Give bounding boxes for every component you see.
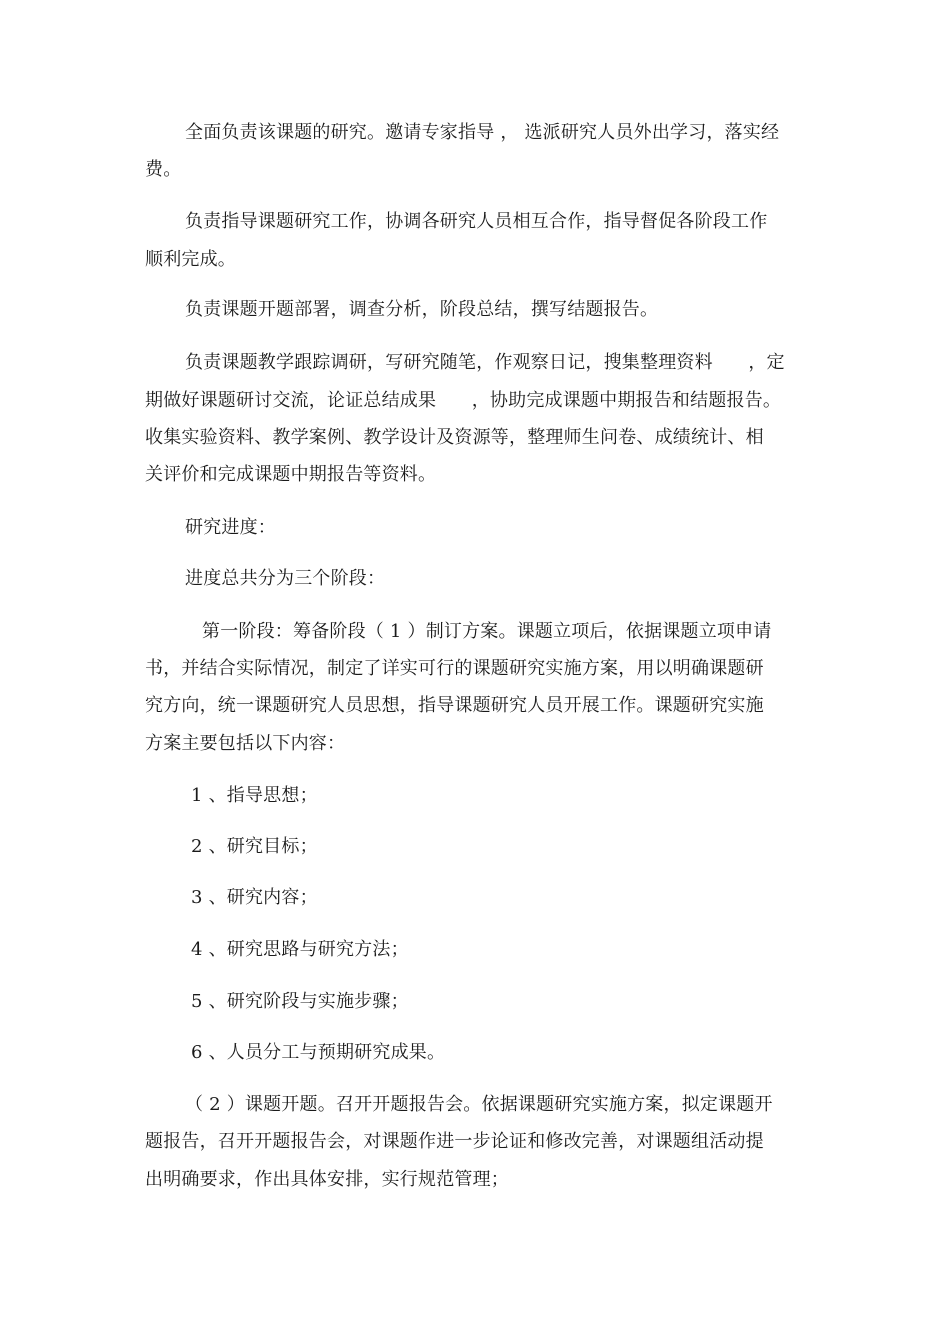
paragraph-line: 进度总共分为三个阶段： bbox=[185, 568, 386, 589]
paragraph-line: 负责课题教学跟踪调研，写研究随笔，作观察日记，搜集整理资料 ，定 bbox=[185, 352, 785, 373]
paragraph-line: 费。 bbox=[145, 159, 182, 180]
paragraph-line: 负责指导课题研究工作，协调各研究人员相互合作，指导督促各阶段工作 bbox=[185, 211, 768, 232]
paragraph-line: 书，并结合实际情况，制定了详实可行的课题研究实施方案，用以明确课题研 bbox=[145, 658, 764, 679]
list-item: 5 、研究阶段与实施步骤； bbox=[191, 991, 409, 1012]
paragraph-line: 出明确要求，作出具体安排，实行规范管理； bbox=[145, 1169, 509, 1190]
list-item: 1 、指导思想； bbox=[191, 785, 318, 806]
paragraph-line: 题报告，召开开题报告会，对课题作进一步论证和修改完善，对课题组活动提 bbox=[145, 1131, 764, 1152]
paragraph-line: 全面负责该课题的研究。邀请专家指导 ， 选派研究人员外出学习，落实经 bbox=[185, 122, 780, 143]
paragraph-line: 收集实验资料、教学案例、教学设计及资源等，整理师生问卷、成绩统计、相 bbox=[145, 427, 764, 448]
paragraph-line: 关评价和完成课题中期报告等资料。 bbox=[145, 464, 437, 485]
list-item: 4 、研究思路与研究方法； bbox=[191, 939, 409, 960]
paragraph-line: 负责课题开题部署，调查分析，阶段总结，撰写结题报告。 bbox=[185, 299, 659, 320]
list-item: 2 、研究目标； bbox=[191, 836, 318, 857]
paragraph-line: 究方向，统一课题研究人员思想，指导课题研究人员开展工作。课题研究实施 bbox=[145, 695, 764, 716]
paragraph-line: 方案主要包括以下内容： bbox=[145, 733, 346, 754]
section-heading: 研究进度： bbox=[185, 517, 276, 538]
list-item: 6 、人员分工与预期研究成果。 bbox=[191, 1042, 446, 1063]
paragraph-line: 顺利完成。 bbox=[145, 249, 236, 270]
paragraph-line: 期做好课题研讨交流，论证总结成果 ，协助完成课题中期报告和结题报告。 bbox=[145, 390, 782, 411]
paragraph-line: 第一阶段：筹备阶段（ 1 ）制订方案。课题立项后，依据课题立项申请 bbox=[202, 621, 772, 642]
list-item: 3 、研究内容； bbox=[191, 887, 318, 908]
paragraph-line: （ 2 ）课题开题。召开开题报告会。依据课题研究实施方案，拟定课题开 bbox=[185, 1094, 773, 1115]
